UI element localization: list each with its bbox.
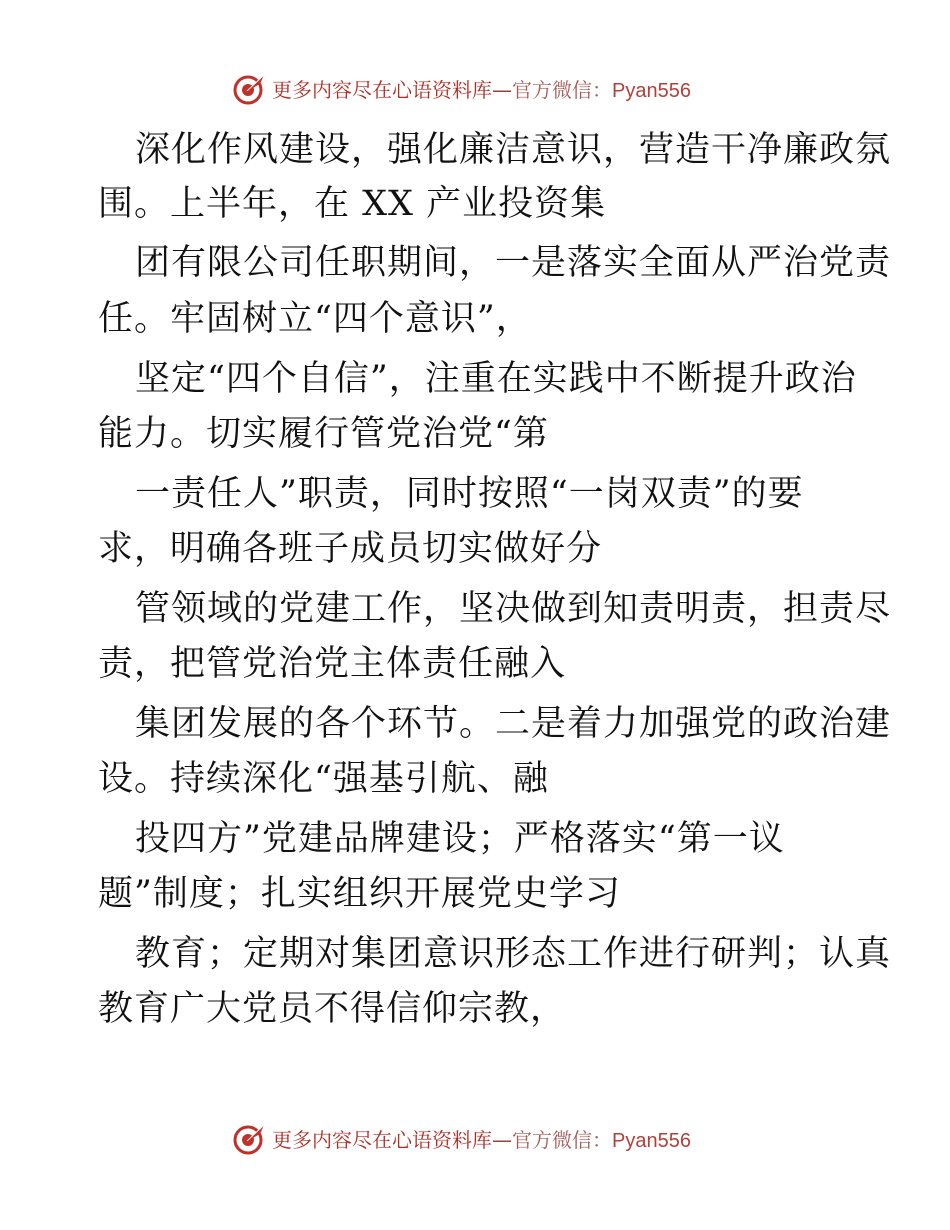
paragraph-line: 设。持续深化“强基引航、融 [98, 759, 549, 799]
paragraph-line: 集团发展的各个环节。二是着力加强党的政治建 [135, 704, 892, 744]
footer-separator: — [492, 1128, 512, 1152]
paragraph-line: 深化作风建设，强化廉洁意识，营造干净廉政氛 [135, 130, 892, 170]
paragraph-line: 能力。切实履行管党治党“第 [98, 414, 549, 454]
header-wechat-label: 官方微信： [512, 78, 612, 102]
paragraph-line: 教育；定期对集团意识形态工作进行研判；认真 [135, 934, 892, 974]
paragraph-line: 团有限公司任职期间，一是落实全面从严治党责 [135, 243, 892, 283]
paragraph-line: 求，明确各班子成员切实做好分 [98, 529, 603, 569]
paragraph-line: 管领域的党建工作，坚决做到知责明责，担责尽 [135, 589, 892, 629]
footer-banner [0, 1120, 950, 1160]
quill-logo-icon [233, 1122, 267, 1156]
footer-wechat-id: Pyan556 [612, 1130, 691, 1152]
footer-text [272, 1126, 691, 1154]
paragraph-line: 一责任人”职责，同时按照“一岗双责”的要 [135, 474, 804, 514]
header-wechat-id: Pyan556 [612, 80, 691, 102]
paragraph-line: 教育广大党员不得信仰宗教， [98, 989, 567, 1029]
paragraph-line: 围。上半年，在 XX 产业投资集 [98, 184, 607, 224]
footer-brand-text: 更多内容尽在心语资料库 [272, 1128, 492, 1152]
paragraph-line: 责，把管党治党主体责任融入 [98, 644, 567, 684]
paragraph-line: 任。牢固树立“四个意识”， [98, 299, 532, 339]
header-brand-text: 更多内容尽在心语资料库 [272, 78, 492, 102]
paragraph-line: 题”制度；扎实组织开展党史学习 [98, 874, 621, 914]
paragraph-line: 坚定“四个自信”，注重在实践中不断提升政治 [135, 359, 857, 399]
header-separator: — [492, 78, 512, 102]
footer-wechat-label: 官方微信： [512, 1128, 612, 1152]
paragraph-line: 投四方”党建品牌建设；严格落实“第一议 [135, 819, 785, 859]
